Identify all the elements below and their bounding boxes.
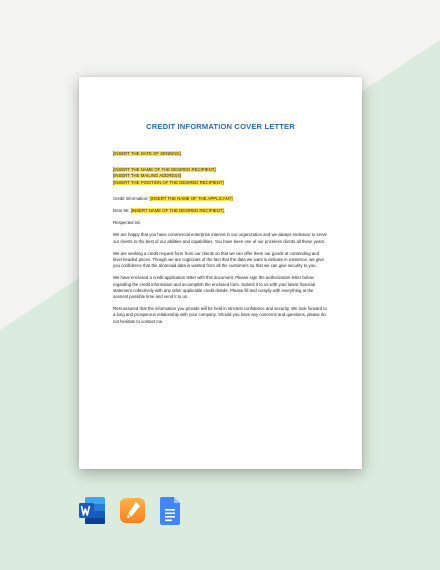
recipient-name: [INSERT THE NAME OF THE DESIRED RECIPIENT] <box>113 167 216 173</box>
paragraph-4: Rest assured that the information you provide will be held in strictest confidence and security. We look forward to a long and prosperous relationship with your company. Should you have any concerns and questions, please do not hesitate to contact me. <box>113 306 327 324</box>
paragraph-1: We are happy that you have commercial enterprise interest in our organization and we always endeavor to serve our clients to the best of our abilities and capabilities. You have been one of our priceless clients all these years. <box>113 232 327 244</box>
date-placeholder: [INSERT THE DATE OF SENDING] <box>113 151 181 156</box>
salutation: Respected Sir, <box>113 220 141 226</box>
word-icon[interactable] <box>79 496 107 526</box>
recipient-position: [INSERT THE POSITION OF THE DESIRED RECIPIENT] <box>113 179 224 185</box>
recipient-block <box>113 167 328 186</box>
credit-information-line: Credit Information: [INSERT THE NAME OF THE APPLICANT] <box>113 195 233 201</box>
applicant-placeholder: [INSERT THE NAME OF THE APPLICANT] <box>149 195 233 201</box>
pages-icon[interactable] <box>119 496 147 526</box>
paragraph-2: We are seeking a credit request form from our clients so that we can offer them our goods at contending and level headed prices. Though we are cognizant of the fact that the data we want is delicate in existence, we give you confidence that the aforesaid data is wanted from all the customers so that we can give security to you. <box>113 250 324 269</box>
dear-recipient-placeholder: [INSERT NAME OF THE DESIRED RECIPIENT] <box>130 208 224 214</box>
paragraph-3: We have enclosed a credit application letter with this document. Please sign the authorization letter below regarding the credit information and accomplish the enclosed form. Submit it to us with your latest financial statement collectively with any other applicable credit details. Please fill and comply with everything at the soonest possible time and send it to us. <box>113 275 316 300</box>
dear-line: Dear Mr. [INSERT NAME OF THE DESIRED RECIPIENT], <box>113 208 225 214</box>
google-docs-icon[interactable] <box>159 496 183 526</box>
recipient-address: [INSERT THE MAILING ADDRESS] <box>113 173 182 179</box>
document-title: CREDIT INFORMATION COVER LETTER <box>146 122 295 131</box>
document-page <box>79 77 362 469</box>
